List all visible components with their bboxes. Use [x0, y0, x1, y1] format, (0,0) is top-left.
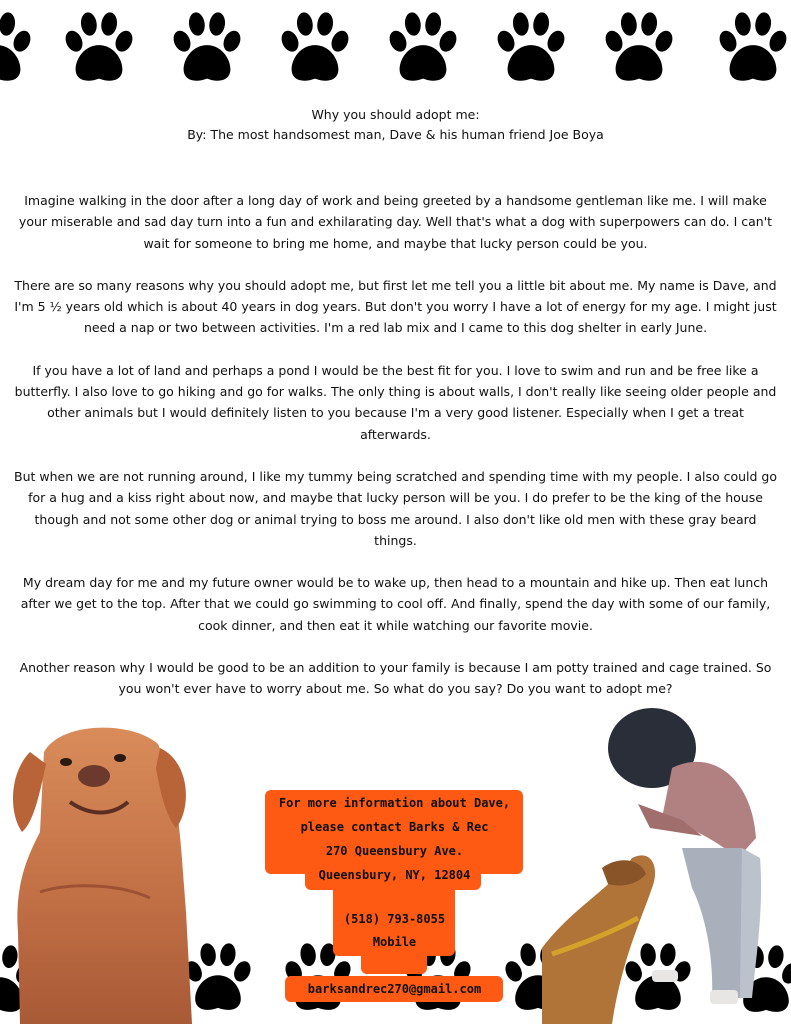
paw-print-icon	[60, 8, 138, 90]
paragraph: Imagine walking in the door after a long day of work and being greeted by a handsome gentleman like me. I will make your miserable and sad day turn into a fun and exhilarating day. Well that's what a dog with superpowers can do. I can't wait for someone to bring me home, and maybe that lucky person could be you.	[18, 193, 773, 251]
paw-print-icon	[0, 8, 36, 90]
contact-info	[263, 790, 526, 1005]
contact-address-street: 270 Queensbury Ave.	[325, 844, 464, 858]
contact-line: please contact Barks & Rec	[300, 820, 489, 834]
document-body	[14, 190, 777, 721]
dog-photo	[0, 712, 200, 1024]
contact-address-city: Queensbury, NY, 12804	[318, 868, 471, 882]
paw-print-icon	[600, 8, 678, 90]
paw-print-icon	[714, 8, 791, 90]
document-byline: By: The most handsomest man, Dave & his human friend Joe Boya	[187, 127, 604, 142]
paragraph: My dream day for me and my future owner would be to wake up, then head to a mountain and hike up. Then eat lunch after we get to the top. After that we could go swimming to cool off. And finally, spend the day with some of our family, cook dinner, and then eat it while watching our favorite movie.	[20, 575, 771, 633]
document-header	[0, 105, 791, 145]
paragraph: There are so many reasons why you should adopt me, but first let me tell you a little bit about me. My name is Dave, and I'm 5 ½ years old which is about 40 years in dog years. But don't you worry I have a lot of energy for my age. I might just need a nap or two between activities. I'm a red lab mix and I came to this dog shelter in early June.	[14, 277, 777, 336]
contact-phone: (518) 793-8055	[343, 912, 446, 926]
paragraph: If you have a lot of land and perhaps a pond I would be the best fit for you. I love to swim and run and be free like a butterfly. I also love to go hiking and go for walks. The only thing is about walls, I don't really like seeing older people and other animals but I would definitely listen to you because I'm a very good listener. Especially when I get a treat afterwards.	[14, 362, 777, 442]
paw-print-icon	[384, 8, 462, 90]
contact-line: For more information about Dave,	[278, 796, 511, 810]
paw-print-icon	[168, 8, 246, 90]
paw-print-icon	[492, 8, 570, 90]
document-title: Why you should adopt me:	[311, 107, 480, 122]
contact-email: barksandrec270@gmail.com	[307, 982, 482, 996]
contact-phone-label: Mobile	[372, 935, 417, 949]
paragraph: Another reason why I would be good to be an addition to your family is because I am potty trained and cage trained. So you won't ever have to worry about me. So what do you say? Do you want to adopt me?	[19, 660, 772, 697]
boy-with-dog-photo	[542, 708, 791, 1024]
paw-print-icon	[276, 8, 354, 90]
paragraph: But when we are not running around, I like my tummy being scratched and spending time with my people. I also could go for a hug and a kiss right about now, and maybe that lucky person will be you. I do prefer to be the king of the house though and not some other dog or animal trying to boss me around. I also don't like old men with these gray beard things.	[14, 468, 777, 548]
